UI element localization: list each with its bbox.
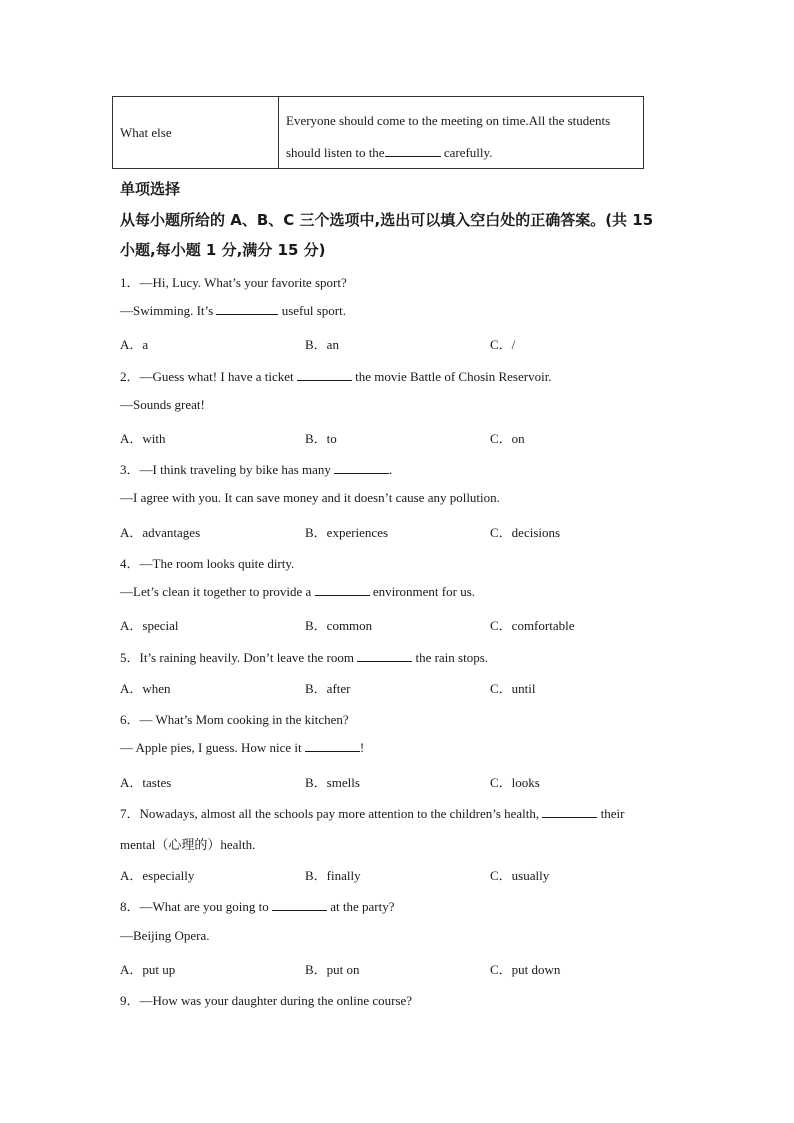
instruction-line-2: 小题,每小题 1 分,满分 15 分)	[120, 241, 326, 259]
blank[interactable]	[315, 584, 370, 596]
text: —Let’s clean it together to provide a	[120, 584, 312, 599]
text: .	[389, 462, 393, 477]
text: — Apple pies, I guess. How nice it	[120, 740, 302, 755]
q5-option-c[interactable]: C．until	[490, 681, 536, 696]
text: 3．—I think traveling by bike has many	[120, 462, 331, 477]
text: the movie Battle of Chosin Reservoir.	[355, 369, 552, 384]
question-7-line-2: mental（心理的）health.	[120, 837, 256, 852]
q5-option-b[interactable]: B．after	[305, 681, 351, 696]
q4-option-a[interactable]: A．special	[120, 618, 179, 633]
q5-option-a[interactable]: A．when	[120, 681, 171, 696]
q8-option-a[interactable]: A．put up	[120, 962, 176, 977]
q3-option-c[interactable]: C．decisions	[490, 525, 561, 540]
q4-option-b[interactable]: B．common	[305, 618, 373, 633]
question-8-line-2: —Beijing Opera.	[120, 928, 210, 943]
question-5-line-1	[120, 647, 488, 666]
q3-option-a[interactable]: A．advantages	[120, 525, 201, 540]
text: 5．It’s raining heavily. Don’t leave the room	[120, 650, 354, 665]
q6-option-c[interactable]: C．looks	[490, 775, 540, 790]
q7-option-a[interactable]: A．especially	[120, 868, 195, 883]
blank[interactable]	[334, 462, 389, 474]
blank[interactable]	[297, 369, 352, 381]
table-content-cell	[279, 97, 643, 168]
table-label: What else	[120, 124, 172, 140]
q2-option-b[interactable]: B．to	[305, 431, 337, 446]
q8-option-c[interactable]: C．put down	[490, 962, 561, 977]
q2-option-a[interactable]: A．with	[120, 431, 166, 446]
text: 8．—What are you going to	[120, 899, 269, 914]
q7-option-b[interactable]: B．finally	[305, 868, 361, 883]
table-content-text: Everyone should come to the meeting on time.All the students should listen to the	[286, 113, 611, 160]
table-label-cell	[113, 97, 279, 168]
blank[interactable]	[542, 806, 597, 818]
question-4-line-1: 4．—The room looks quite dirty.	[120, 556, 295, 571]
question-1-line-1: 1．—Hi, Lucy. What’s your favorite sport?	[120, 275, 347, 290]
q2-option-c[interactable]: C．on	[490, 431, 525, 446]
text: 2．—Guess what! I have a ticket	[120, 369, 294, 384]
info-table	[112, 96, 644, 169]
text: —Swimming. It’s	[120, 303, 214, 318]
blank[interactable]	[385, 144, 441, 157]
question-6-line-2	[120, 740, 364, 756]
text: environment for us.	[372, 584, 475, 599]
blank[interactable]	[272, 899, 327, 911]
question-1-line-2	[120, 303, 346, 319]
q4-option-c[interactable]: C．comfortable	[490, 618, 575, 633]
text: !	[359, 740, 365, 755]
question-9-line-1: 9．—How was your daughter during the online course?	[120, 993, 413, 1008]
q8-option-b[interactable]: B．put on	[305, 962, 360, 977]
q1-option-c[interactable]: C．/	[490, 337, 516, 352]
question-4-line-2	[120, 584, 475, 600]
q3-option-b[interactable]: B．experiences	[305, 525, 389, 540]
text: 7．Nowadays, almost all the schools pay more attention to the children’s health,	[120, 806, 540, 821]
text: the rain stops.	[415, 650, 489, 665]
question-2-line-2: —Sounds great!	[120, 397, 205, 412]
text: useful sport.	[281, 303, 346, 318]
q6-option-a[interactable]: A．tastes	[120, 775, 172, 790]
blank[interactable]	[305, 740, 360, 752]
blank[interactable]	[216, 303, 278, 315]
q1-option-a[interactable]: A．a	[120, 337, 149, 352]
instruction-line-1: 从每小题所给的 A、B、C 三个选项中,选出可以填入空白处的正确答案。(共 15	[120, 211, 654, 229]
question-2-line-1	[120, 366, 552, 385]
question-6-line-1: 6．— What’s Mom cooking in the kitchen?	[120, 712, 349, 727]
text: their	[600, 806, 625, 821]
blank[interactable]	[357, 650, 412, 662]
question-8-line-1	[120, 896, 395, 915]
q6-option-b[interactable]: B．smells	[305, 775, 360, 790]
text: at the party?	[330, 899, 395, 914]
question-3-line-2: —I agree with you. It can save money and it doesn’t cause any pollution.	[120, 490, 500, 505]
table-content-text-end: carefully.	[443, 145, 493, 160]
section-title: 单项选择	[120, 180, 181, 198]
question-7-line-1	[120, 803, 624, 822]
q7-option-c[interactable]: C．usually	[490, 868, 550, 883]
question-3-line-1	[120, 459, 392, 478]
q1-option-b[interactable]: B．an	[305, 337, 339, 352]
